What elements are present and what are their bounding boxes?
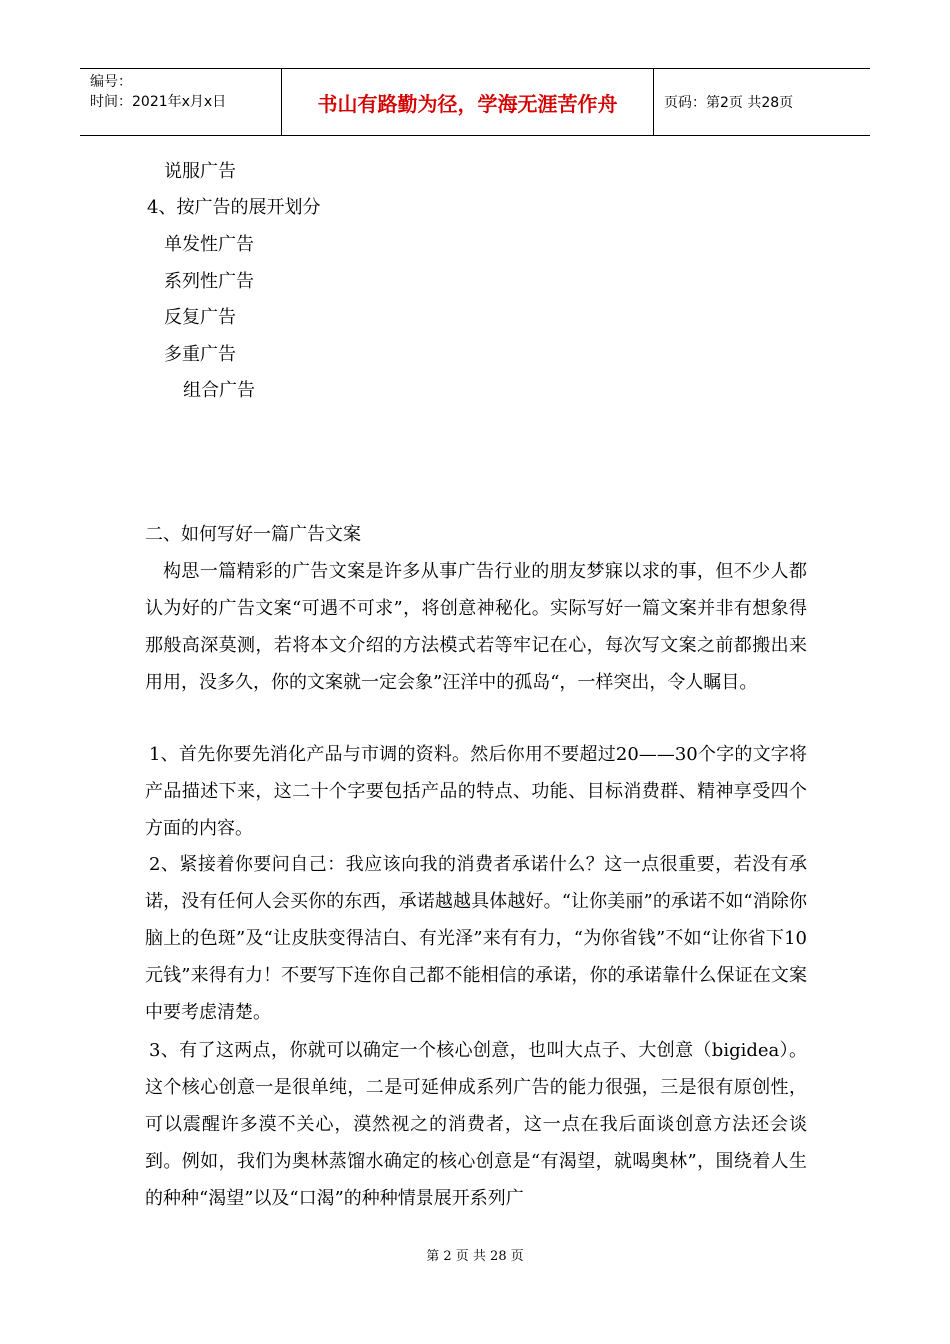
intro-paragraph: 构思一篇精彩的广告文案是许多从事广告行业的朋友梦寐以求的事，但不少人都认为好的广告文案“可遇不可求”，将创意神秘化。实际写好一篇文案并非有想象得那般高深莫测，若将本文介绍的方法模式若等牢记在心，每次写文案之前都搬出来用用，没多久，你的文案就一定会象”汪洋中的孤岛“，一样突出，令人瞩目。 — [145, 561, 807, 693]
list-item-persuasive: 说服广告 — [164, 161, 236, 182]
header-motto: 书山有路勤为径，学海无涯苦作舟 — [282, 69, 654, 135]
page-footer: 第 2 页 共 28 页 — [426, 1249, 524, 1264]
section-title: 二、如何写好一篇广告文案 — [145, 524, 361, 545]
list-item-multiple: 多重广告 — [164, 344, 236, 365]
point-1-paragraph: 1、首先你要先消化产品与市调的资料。然后你用不要超过20——30个字的文字将产品描述下来，这二十个字要包括产品的特点、功能、目标消费群、精神享受四个方面的内容。 — [145, 744, 807, 839]
header-meta — [80, 69, 282, 135]
page-header — [80, 68, 870, 136]
header-page-info: 页码：第2页 共28页 — [664, 95, 794, 111]
list-item-combo: 组合广告 — [183, 380, 255, 401]
point-3-paragraph: 3、有了这两点，你就可以确定一个核心创意，也叫大点子、大创意（bigidea）。这个核心创意一是很单纯，二是可延伸成系列广告的能力很强，三是很有原创性，可以震醒许多漠不关心，漠然视之的消费者，这一点在我后面谈创意方法还会谈到。例如，我们为奥林蒸馏水确定的核心创意是“有渴望，就喝奥林”，围绕着人生的种种“渴望”以及“口渴”的种种情景展开系列广 — [145, 1040, 807, 1209]
doc-time-label: 时间：2021年x月x日 — [90, 94, 227, 110]
doc-number-label: 编号： — [90, 74, 132, 90]
list-heading-4: 4、按广告的展开划分 — [147, 197, 321, 218]
point-2-paragraph: 2、紧接着你要问自己：我应该向我的消费者承诺什么？这一点很重要，若没有承诺，没有任何人会买你的东西，承诺越越具体越好。“让你美丽”的承诺不如“消除你脑上的色斑”及“让皮肤变得洁白、有光泽”来有有力，“为你省钱”不如“让你省下10元钱”来得有力！不要写下连你自己都不能相信的承诺，你的承诺靠什么保证在文案中要考虑清楚。 — [145, 854, 807, 1023]
list-item-single: 单发性广告 — [164, 234, 254, 255]
list-item-repeat: 反复广告 — [164, 307, 236, 328]
list-item-series: 系列性广告 — [164, 271, 254, 292]
